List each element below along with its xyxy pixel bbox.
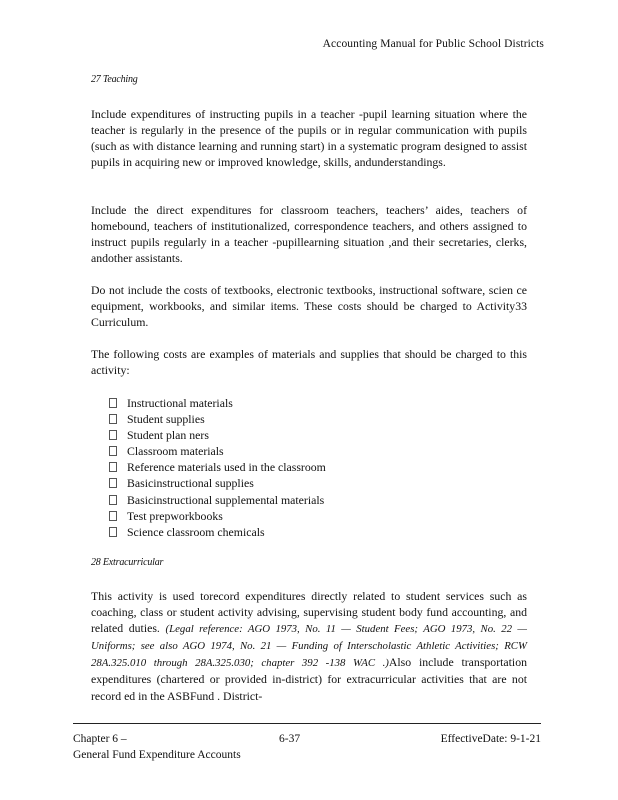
document-header: Accounting Manual for Public School Districts — [322, 38, 544, 50]
list-item: Basicinstructional supplies — [91, 475, 326, 491]
bullet-icon — [109, 414, 117, 424]
page-number: 6-37 — [279, 733, 301, 745]
bullet-icon — [109, 446, 117, 456]
section-heading-teaching: 27 Teaching — [91, 74, 138, 85]
footer-chapter: Chapter 6 – — [73, 733, 127, 745]
effective-date: EffectiveDate: 9-1-21 — [440, 733, 541, 745]
legal-reference: (Legal reference: AGO 1973, No. 11 — Student Fees; AGO 1973, No. 22 — Uniforms; see also AGO 1974, No. 21 — Funding of Interscholastic Athletic Activities; RCW 28A.325.010 through 28A.325.030; chapter 392 -138 WAC .) — [91, 623, 527, 670]
materials-list — [91, 395, 326, 540]
paragraph: Do not include the costs of textbooks, electronic textbooks, instructional software, scien ce equipment, workbooks, and similar items. These costs should be charged to Activity33 Curriculum. — [91, 283, 527, 330]
list-item: Instructional materials — [91, 395, 326, 411]
bullet-icon — [109, 511, 117, 521]
paragraph: This activity is used torecord expenditures directly related to student services such as coaching, class or student activity advising, supervising student body fund accounting, and related duties. (Legal reference: AGO 1973, No. 11 — Student Fees; AGO 1973, No. 22 — Uniforms; see also AGO 1974, No. 21 — Funding of Interscholastic Athletic Activities; RCW 28A.325.010 through 28A.325.030; chapter 392 -138 WAC .)Also include transportation expenditures (chartered or provided in-district) for extracurricular activities that are not record ed in the ASBFund . District- — [91, 589, 527, 703]
bullet-icon — [109, 398, 117, 408]
bullet-icon — [109, 527, 117, 537]
bullet-icon — [109, 495, 117, 505]
bullet-icon — [109, 478, 117, 488]
bullet-icon — [109, 462, 117, 472]
list-item: Student plan ners — [91, 427, 326, 443]
list-item: Test prepworkbooks — [91, 508, 326, 524]
paragraph: The following costs are examples of materials and supplies that should be charged to this activity: — [91, 347, 527, 378]
list-item: Science classroom chemicals — [91, 524, 326, 540]
footer-subtitle: General Fund Expenditure Accounts — [73, 749, 241, 761]
section-heading-extracurricular: 28 Extracurricular — [91, 557, 164, 568]
list-item: Classroom materials — [91, 443, 326, 459]
bullet-icon — [109, 430, 117, 440]
list-item: Reference materials used in the classroom — [91, 459, 326, 475]
footer-divider — [73, 723, 541, 724]
list-item: Basicinstructional supplemental materials — [91, 492, 326, 508]
list-item: Student supplies — [91, 411, 326, 427]
paragraph: Include the direct expenditures for classroom teachers, teachers’ aides, teachers of homebound, teachers of institutionalized, correspondence teachers, and others assigned to instruct pupils regularly in a teacher -pupillearning situation ,and their secretaries, clerks, andother assistants. — [91, 203, 527, 266]
paragraph: Include expenditures of instructing pupils in a teacher -pupil learning situation where the teacher is regularly in the presence of the pupils or in regular communication with pupils (such as with distance learning and running start) in a systematic program designed to assist pupils in acquiring new or improved knowledge, skills, andunderstandings. — [91, 107, 527, 170]
